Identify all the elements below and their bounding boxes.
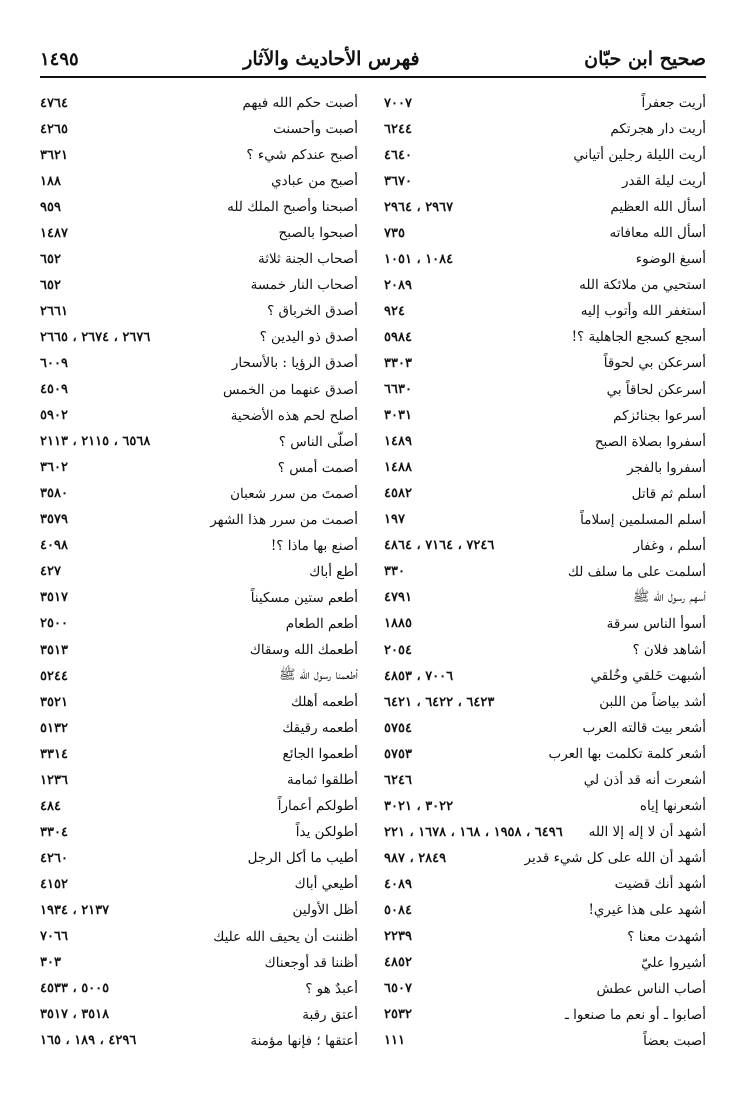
hadith-reference-numbers: ٥٧٥٣ <box>384 746 412 762</box>
index-entry <box>384 976 706 1002</box>
hadith-reference-numbers: ٢٠٨٩ <box>384 277 412 293</box>
hadith-reference-numbers: ٣٦٠٢ <box>40 460 68 476</box>
hadith-reference-numbers: ٣٥٢١ <box>40 694 68 710</box>
index-entry <box>384 272 706 298</box>
hadith-phrase: أصبح من عبادي <box>271 173 358 190</box>
hadith-phrase: أريت ليلة القدر <box>621 173 706 190</box>
index-entry <box>40 246 358 272</box>
index-entry <box>40 767 358 793</box>
hadith-reference-numbers: ٩٢٤ <box>384 303 405 319</box>
hadith-phrase: أسلم المسلمين إسلاماً <box>580 511 706 528</box>
index-title: فهرس الأحاديث والآثار <box>243 48 420 70</box>
index-entry <box>40 950 358 976</box>
hadith-reference-numbers: ٣٥٨٠ <box>40 486 68 502</box>
hadith-phrase: أعتق رقبة <box>302 1006 358 1023</box>
index-entry <box>40 1028 358 1054</box>
hadith-phrase: أسأل الله معافاته <box>609 225 706 242</box>
index-entry <box>384 611 706 637</box>
index-entry <box>40 741 358 767</box>
index-entry <box>40 585 358 611</box>
index-entry <box>384 819 706 845</box>
hadith-phrase: أسفروا بالفجر <box>627 459 706 476</box>
index-entry <box>40 272 358 298</box>
hadith-reference-numbers: ٦٦٣٠ <box>384 382 412 398</box>
index-entry <box>384 689 706 715</box>
hadith-phrase: أسلم ثم قاتل <box>631 485 706 502</box>
hadith-reference-numbers: ٣٠٣ <box>40 955 61 971</box>
index-entry <box>40 116 358 142</box>
hadith-phrase: أصنع بها ماذا ؟! <box>270 537 358 554</box>
hadith-phrase: أصبت حكم الله فيهم <box>242 95 358 112</box>
hadith-phrase: أشعر كلمة تكلمت بها العرب <box>548 746 706 763</box>
hadith-phrase: أظل الأولين <box>292 902 358 919</box>
hadith-reference-numbers: ٧٠٠٧ <box>384 95 412 111</box>
hadith-phrase: أشاهد فلان ؟ <box>632 642 706 658</box>
hadith-phrase: أصبت بعضاً <box>643 1032 706 1049</box>
hadith-reference-numbers: ٢٠٥٤ <box>384 642 412 658</box>
index-entry <box>40 429 358 455</box>
hadith-reference-numbers: ٢٨٤٩ ، ٩٨٧ <box>384 850 447 866</box>
index-entry <box>384 455 706 481</box>
index-entry <box>40 611 358 637</box>
hadith-reference-numbers: ٥٢٤٤ <box>40 668 68 684</box>
index-entry <box>40 1002 358 1028</box>
hadith-reference-numbers: ٩٥٩ <box>40 199 61 215</box>
index-entry <box>40 845 358 871</box>
hadith-phrase: أصمت أمس ؟ <box>277 459 358 476</box>
hadith-phrase: أصمت من سرر هذا الشهر <box>210 511 358 528</box>
index-entry <box>40 819 358 845</box>
hadith-reference-numbers: ١٤٨٨ <box>384 460 412 476</box>
index-entry <box>384 767 706 793</box>
hadith-phrase: أسهم رسول الله ﷺ <box>633 588 706 605</box>
hadith-phrase: أطعم الطعام <box>285 615 358 632</box>
hadith-reference-numbers: ١٨٨٥ <box>384 616 412 632</box>
hadith-reference-numbers: ٤٢٦٥ <box>40 121 68 137</box>
hadith-reference-numbers: ٣٦٢١ <box>40 147 68 163</box>
hadith-phrase: أشبهت خَلقي وخُلقي <box>590 668 706 685</box>
index-entry <box>40 897 358 923</box>
index-entry <box>40 715 358 741</box>
hadith-phrase: أعبدٌ هو ؟ <box>305 980 358 997</box>
hadith-phrase: أعتقها ؛ فإنها مؤمنة <box>250 1032 358 1049</box>
hadith-phrase: أطعمه رقيقك <box>282 720 358 737</box>
hadith-reference-numbers: ٢٩٦٧ ، ٢٩٦٤ <box>384 199 454 215</box>
hadith-phrase: أصمتَ من سرر شعبان <box>230 485 358 502</box>
hadith-phrase: أصدق عنهما من الخمس <box>222 381 358 398</box>
index-entry <box>40 403 358 429</box>
hadith-phrase: أسرعكن بي لحوقاً <box>603 355 706 372</box>
hadith-reference-numbers: ٥٠٠٥ ، ٤٥٣٣ <box>40 981 110 997</box>
index-entry <box>384 324 706 350</box>
hadith-reference-numbers: ٦٢٤٦ <box>384 772 412 788</box>
hadith-reference-numbers: ٧٠٦٦ <box>40 929 68 945</box>
index-entry <box>40 481 358 507</box>
hadith-reference-numbers: ٤٧٦٤ <box>40 95 68 111</box>
hadith-reference-numbers: ٧٠٠٦ ، ٤٨٥٣ <box>384 668 454 684</box>
hadith-phrase: أطولكم أعماراً <box>277 798 358 815</box>
index-entry <box>40 168 358 194</box>
hadith-reference-numbers: ٦٠٠٩ <box>40 355 68 371</box>
index-entry <box>384 1028 706 1054</box>
index-entry <box>40 507 358 533</box>
hadith-reference-numbers: ٣٥١٧ <box>40 590 68 606</box>
right-index-column <box>384 90 706 1054</box>
hadith-reference-numbers: ٣٥١٨ ، ٣٥١٧ <box>40 1007 110 1023</box>
hadith-phrase: أشيروا عليّ <box>641 954 706 971</box>
hadith-reference-numbers: ١٨٨ <box>40 173 61 189</box>
index-entry <box>384 142 706 168</box>
hadith-reference-numbers: ٣٣٠٤ <box>40 824 68 840</box>
index-entry <box>384 741 706 767</box>
index-entry <box>384 715 706 741</box>
hadith-reference-numbers: ٤٢٦٠ <box>40 850 68 866</box>
index-entry <box>384 897 706 923</box>
hadith-phrase: أطيب ما أكل الرجل <box>247 850 358 867</box>
hadith-phrase: أطولكن يداً <box>295 824 358 841</box>
hadith-phrase: أشد بياضاً من اللبن <box>599 694 706 711</box>
hadith-phrase: أريت جعفراً <box>641 95 706 112</box>
hadith-reference-numbers: ٢٥٠٠ <box>40 616 68 632</box>
index-entry <box>384 1002 706 1028</box>
hadith-phrase: أشهدت معنا ؟ <box>627 928 706 945</box>
hadith-phrase: أطع أباك <box>309 563 358 580</box>
hadith-phrase: أشهد أن لا إله إلا الله <box>588 824 706 841</box>
index-entry <box>384 116 706 142</box>
hadith-reference-numbers: ٦٥٢ <box>40 251 61 267</box>
hadith-phrase: أسلم ، وغفار <box>633 537 706 554</box>
index-entry <box>40 455 358 481</box>
header-rule <box>40 76 706 78</box>
index-entry <box>384 793 706 819</box>
hadith-reference-numbers: ٥٠٨٤ <box>384 902 412 918</box>
index-entry <box>384 585 706 611</box>
hadith-reference-numbers: ١٠٨٤ ، ١٠٥١ <box>384 251 454 267</box>
hadith-phrase: أشهد أنك قضيت <box>614 876 706 893</box>
index-entry <box>40 298 358 324</box>
index-entry <box>40 793 358 819</box>
hadith-phrase: أصبح عندكم شيء ؟ <box>246 147 358 164</box>
hadith-phrase: أظننا قد أوجعناك <box>264 954 358 971</box>
hadith-reference-numbers: ٣٣٠ <box>384 564 405 580</box>
hadith-reference-numbers: ٥٩٠٢ <box>40 408 68 424</box>
hadith-phrase: أصحاب الجنة ثلاثة <box>257 251 358 268</box>
hadith-reference-numbers: ٢١٣٧ ، ١٩٣٤ <box>40 902 110 918</box>
hadith-reference-numbers: ٦٤٩٦ ، ١٩٥٨ ، ١٦٨ ، ١٦٧٨ ، ٢٢١ <box>384 824 563 840</box>
index-entry <box>384 637 706 663</box>
hadith-reference-numbers: ٦٥٠٧ <box>384 981 412 997</box>
hadith-reference-numbers: ٤٦٤٠ <box>384 147 412 163</box>
hadith-reference-numbers: ١١١ <box>384 1033 405 1049</box>
hadith-reference-numbers: ١٢٣٦ <box>40 772 68 788</box>
hadith-phrase: أسجع كسجع الجاهلية ؟! <box>571 329 706 346</box>
hadith-phrase: أطلقوا ثمامة <box>287 772 358 789</box>
index-entry <box>40 142 358 168</box>
hadith-phrase: أشعرنها إياه <box>639 798 706 815</box>
hadith-phrase: أصحاب النار خمسة <box>250 277 358 294</box>
index-entry <box>384 168 706 194</box>
index-entry <box>40 194 358 220</box>
hadith-phrase: أشهد على هذا غيري! <box>588 902 706 919</box>
index-entry <box>384 350 706 376</box>
hadith-phrase: أسفروا بصلاة الصبح <box>594 433 706 450</box>
hadith-phrase: أسرعوا بجنائزكم <box>613 407 706 424</box>
index-entry <box>384 246 706 272</box>
hadith-reference-numbers: ٣٠٣١ <box>384 408 412 424</box>
index-entry <box>40 924 358 950</box>
hadith-reference-numbers: ٢٥٣٢ <box>384 1007 412 1023</box>
hadith-reference-numbers: ٤٢٩٦ ، ١٨٩ ، ١٦٥ <box>40 1033 137 1049</box>
hadith-phrase: أصلّى الناس ؟ <box>278 433 358 450</box>
hadith-reference-numbers: ٦٤٢٣ ، ٦٤٢٢ ، ٦٤٢١ <box>384 694 495 710</box>
hadith-phrase: أطيعي أباك <box>294 876 358 893</box>
hadith-phrase: أسلمت على ما سلف لك <box>567 563 706 580</box>
left-index-column <box>40 90 358 1054</box>
index-entry <box>384 533 706 559</box>
hadith-phrase: أطعموا الجائع <box>282 746 358 763</box>
index-entry <box>40 533 358 559</box>
hadith-phrase: أطعمك الله وسقاك <box>249 642 358 658</box>
index-entry <box>40 689 358 715</box>
index-entry <box>384 871 706 897</box>
hadith-reference-numbers: ٣٠٢٢ ، ٣٠٢١ <box>384 798 454 814</box>
hadith-phrase: أصابوا ـ أو نعم ما صنعوا ـ <box>564 1006 706 1023</box>
hadith-phrase: أشعرت أنه قد أذن لي <box>583 772 706 789</box>
hadith-reference-numbers: ٧٢٤٦ ، ٧١٦٤ ، ٤٨٦٤ <box>384 538 495 554</box>
index-entry <box>40 90 358 116</box>
hadith-reference-numbers: ٢٦٦١ <box>40 303 68 319</box>
hadith-phrase: أسأل الله العظيم <box>610 199 706 216</box>
hadith-reference-numbers: ٤٨٤ <box>40 798 61 814</box>
index-entry <box>40 871 358 897</box>
hadith-reference-numbers: ٤٥٨٢ <box>384 486 412 502</box>
hadith-phrase: أشهد أن الله على كل شيء قدير <box>524 850 706 867</box>
hadith-phrase: أريت دار هجرتكم <box>610 121 706 138</box>
hadith-phrase: أسوأ الناس سرقة <box>606 615 706 632</box>
hadith-reference-numbers: ١٤٨٧ <box>40 225 68 241</box>
index-entry <box>384 559 706 585</box>
hadith-reference-numbers: ٣٣١٤ <box>40 746 68 762</box>
hadith-reference-numbers: ٤٧٩١ <box>384 590 412 606</box>
hadith-phrase: أصدق الرؤيا : بالأسحار <box>231 355 358 372</box>
hadith-phrase: أصدق الخرباق ؟ <box>267 303 358 320</box>
hadith-reference-numbers: ٤٨٥٢ <box>384 955 412 971</box>
index-entry <box>384 950 706 976</box>
hadith-phrase: أصاب الناس عطش <box>596 980 706 997</box>
index-entry <box>384 429 706 455</box>
hadith-reference-numbers: ١٩٧ <box>384 512 405 528</box>
hadith-reference-numbers: ٤٠٩٨ <box>40 538 68 554</box>
hadith-reference-numbers: ٤١٥٢ <box>40 876 68 892</box>
index-entry <box>384 507 706 533</box>
hadith-phrase: أصبحوا بالصبح <box>278 225 358 242</box>
index-entry <box>384 90 706 116</box>
hadith-reference-numbers: ٣٥١٣ <box>40 642 68 658</box>
index-entry <box>40 220 358 246</box>
hadith-reference-numbers: ٤٢٧ <box>40 564 61 580</box>
index-entry <box>384 403 706 429</box>
hadith-phrase: أصبحنا وأصبح الملك لله <box>227 199 358 216</box>
index-entry <box>384 377 706 403</box>
index-entry <box>384 481 706 507</box>
book-title: صحيح ابن حبّان <box>584 48 706 70</box>
hadith-phrase: أطعمه أهلك <box>290 694 358 711</box>
hadith-reference-numbers: ٦٥٢ <box>40 277 61 293</box>
hadith-reference-numbers: ٣٣٠٣ <box>384 355 412 371</box>
index-entry <box>40 559 358 585</box>
hadith-phrase: أطعمنا رسول الله ﷺ <box>279 667 358 684</box>
index-entry <box>40 350 358 376</box>
hadith-reference-numbers: ٥١٣٢ <box>40 720 68 736</box>
index-entry <box>40 637 358 663</box>
index-entry <box>40 976 358 1002</box>
hadith-reference-numbers: ٧٣٥ <box>384 225 405 241</box>
hadith-reference-numbers: ٥٧٥٤ <box>384 720 412 736</box>
hadith-reference-numbers: ٤٠٨٩ <box>384 876 412 892</box>
hadith-phrase: أصلح لحم هذه الأضحية <box>230 407 358 424</box>
hadith-phrase: أشعر بيت قالته العرب <box>582 720 706 737</box>
hadith-phrase: أريت الليلة رجلين أتياني <box>573 147 706 164</box>
hadith-reference-numbers: ٣٦٧٠ <box>384 173 412 189</box>
index-entry <box>384 845 706 871</box>
hadith-phrase: أصدق ذو اليدين ؟ <box>259 329 358 346</box>
hadith-reference-numbers: ٥٩٨٤ <box>384 329 412 345</box>
index-entry <box>384 924 706 950</box>
hadith-phrase: أسرعكن لحاقاً بي <box>606 381 706 398</box>
hadith-reference-numbers: ٦٥٦٨ ، ٢١١٥ ، ٢١١٣ <box>40 434 151 450</box>
index-entry <box>40 377 358 403</box>
hadith-phrase: أسبغ الوضوء <box>635 251 706 268</box>
hadith-phrase: أطعم ستين مسكيناً <box>250 589 358 606</box>
hadith-phrase: أستغفر الله وأتوب إليه <box>580 303 706 320</box>
page-number: ١٤٩٥ <box>40 48 79 70</box>
index-entry <box>40 663 358 689</box>
hadith-phrase: استحيي من ملائكة الله <box>579 277 706 294</box>
hadith-phrase: أظننت أن يحيف الله عليك <box>213 928 358 945</box>
index-entry <box>384 194 706 220</box>
hadith-reference-numbers: ٦٢٤٤ <box>384 121 412 137</box>
hadith-reference-numbers: ٣٥٧٩ <box>40 512 68 528</box>
hadith-reference-numbers: ٤٥٠٩ <box>40 382 68 398</box>
hadith-phrase: أصبت وأحسنت <box>273 121 358 138</box>
index-entry <box>40 324 358 350</box>
index-entry <box>384 663 706 689</box>
hadith-reference-numbers: ٢٢٣٩ <box>384 929 412 945</box>
index-entry <box>384 220 706 246</box>
index-entry <box>384 298 706 324</box>
hadith-reference-numbers: ٢٦٧٦ ، ٢٦٧٤ ، ٢٦٦٥ <box>40 329 151 345</box>
page-header <box>40 42 706 76</box>
hadith-reference-numbers: ١٤٨٩ <box>384 434 412 450</box>
